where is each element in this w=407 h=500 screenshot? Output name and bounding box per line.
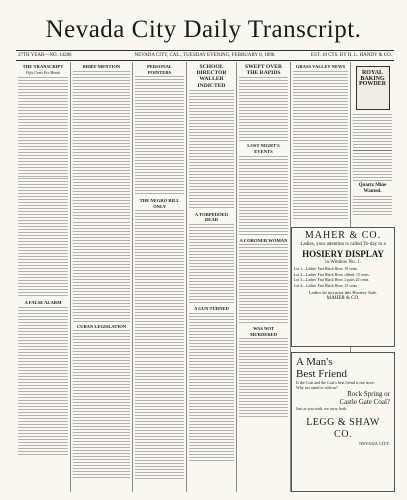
- article-body-text: [189, 90, 234, 210]
- article-body-text: [135, 210, 184, 360]
- maher-ad-line-1: Ladies, your attention is called To-day to a: [300, 242, 386, 247]
- column-6-heading: GRASS VALLEY NEWS: [295, 64, 346, 69]
- column-4-heading-3: A GUN TURNED: [194, 306, 229, 311]
- friend-ad-line-1: Is the Coat and the Coat's best friend is our store.: [296, 380, 375, 385]
- column-3: [132, 62, 186, 492]
- quartz-mine-ad-heading: Quartz Mine Wanted.: [358, 183, 387, 194]
- friend-ad-title-2: Best Friend: [296, 368, 348, 380]
- column-4-heading-2: A TORPEDOED DEAD: [194, 211, 229, 223]
- article-body-text: [189, 224, 234, 304]
- friend-ad-rock-spring: Rock Spring or: [347, 390, 390, 398]
- friend-ad-store-name: LEGG & SHAW CO.: [306, 417, 380, 440]
- column-5: [236, 62, 290, 492]
- article-body-text: [239, 244, 288, 324]
- article-body-text: [18, 77, 68, 177]
- article-body-text: [135, 361, 184, 481]
- maher-ad-hosiery-heading: HOSIERY DISPLAY: [302, 248, 384, 259]
- friend-ad-line-3: Just as you wish, we carry both.: [296, 406, 348, 411]
- column-2-heading: BRIEF MENTION: [82, 64, 121, 69]
- article-body-text: [18, 307, 68, 457]
- article-body-text: [189, 313, 234, 463]
- article-body-text: [293, 71, 348, 221]
- column-1-heading-2: A FALSE ALARM: [24, 300, 62, 306]
- maher-ad-item-3: Lot 3—Ladies' Fast Black Hose, 2 pairs 25 cents.: [294, 278, 370, 283]
- column-5-heading-4: WAS NOT MURDERED: [249, 326, 278, 337]
- article-body-text: [73, 71, 130, 221]
- column-3-heading: PERSONAL POINTERS: [146, 64, 172, 75]
- ad-body-text: [353, 196, 392, 216]
- friend-ad-line-2: Why not stand in with us?: [296, 385, 338, 390]
- ad-body-text: [353, 153, 392, 181]
- dateline-right: EST. 10 CTS. BY H. L. HANDY & CO.: [310, 53, 392, 58]
- divider: [353, 150, 392, 151]
- maher-hosiery-ad: [291, 227, 395, 347]
- article-body-text: [239, 77, 288, 141]
- royal-baking-powder-ad: [356, 66, 390, 110]
- article-body-text: [239, 156, 288, 236]
- maher-ad-bottom-line: Ladies do not miss this Hosiery Sale.: [308, 290, 378, 296]
- maher-ad-signature: MAHER & CO.: [326, 295, 360, 301]
- column-1-heading: THE TRANSCRIPT: [22, 64, 64, 69]
- legg-shaw-coal-ad: [291, 352, 395, 492]
- maher-ad-item-4: Lot 4—Ladies' Fast Black Hose, 25 cents.: [294, 283, 358, 288]
- article-body-text: [239, 338, 288, 418]
- friend-ad-title-1: A Man's: [296, 356, 333, 368]
- dateline-bar: [16, 50, 394, 61]
- column-1: [16, 62, 70, 492]
- maher-ad-item-1: Lot 1—Ladies' Fast Black Hose, 10 cents.: [294, 267, 358, 271]
- article-body-text: [135, 76, 184, 196]
- article-body-text: [73, 222, 130, 322]
- column-4: [186, 62, 236, 492]
- royal-ad-title: ROYAL BAKING POWDER: [359, 70, 386, 87]
- masthead-title: Nevada City Daily Transcript.: [45, 16, 362, 43]
- column-4-heading: SCHOOL DIRECTOR WALLER INDICTED: [196, 64, 227, 89]
- maher-ad-line-2: in Window No. 1.: [325, 259, 361, 265]
- article-body-text: [73, 330, 130, 480]
- dateline-left: 27TH YEAR—NO. 14286: [18, 53, 72, 58]
- friend-ad-city: NEVADA CITY.: [359, 441, 390, 446]
- dateline-center: NEVADA CITY, CAL., TUESDAY EVENING, FEBRUARY 8, 1898.: [134, 53, 276, 58]
- article-body-text: [18, 178, 68, 298]
- column-3-heading-2: THE NEGRO BILL ONLY: [139, 198, 180, 209]
- column-5-heading-3: A CORONER WOMAN: [239, 237, 288, 243]
- column-1-subheading: Fifty Cents Per Month: [25, 70, 61, 75]
- maher-ad-title: MAHER & CO.: [304, 230, 382, 241]
- friend-ad-castle-gate: Castle Gate Coal?: [339, 398, 390, 406]
- ad-body-text: [353, 114, 392, 148]
- column-5-heading: SWEPT OVER THE RAPIDS: [244, 64, 283, 77]
- column-5-heading-2: LOST NIGHT'S EVENTS: [247, 143, 280, 154]
- column-2-heading-2: CUBAN LEGISLATION: [76, 323, 127, 329]
- column-2: [70, 62, 132, 492]
- maher-ad-item-2: Lot 2—Ladies' Fast Black Hose, ribbed, 15 cents.: [294, 272, 370, 277]
